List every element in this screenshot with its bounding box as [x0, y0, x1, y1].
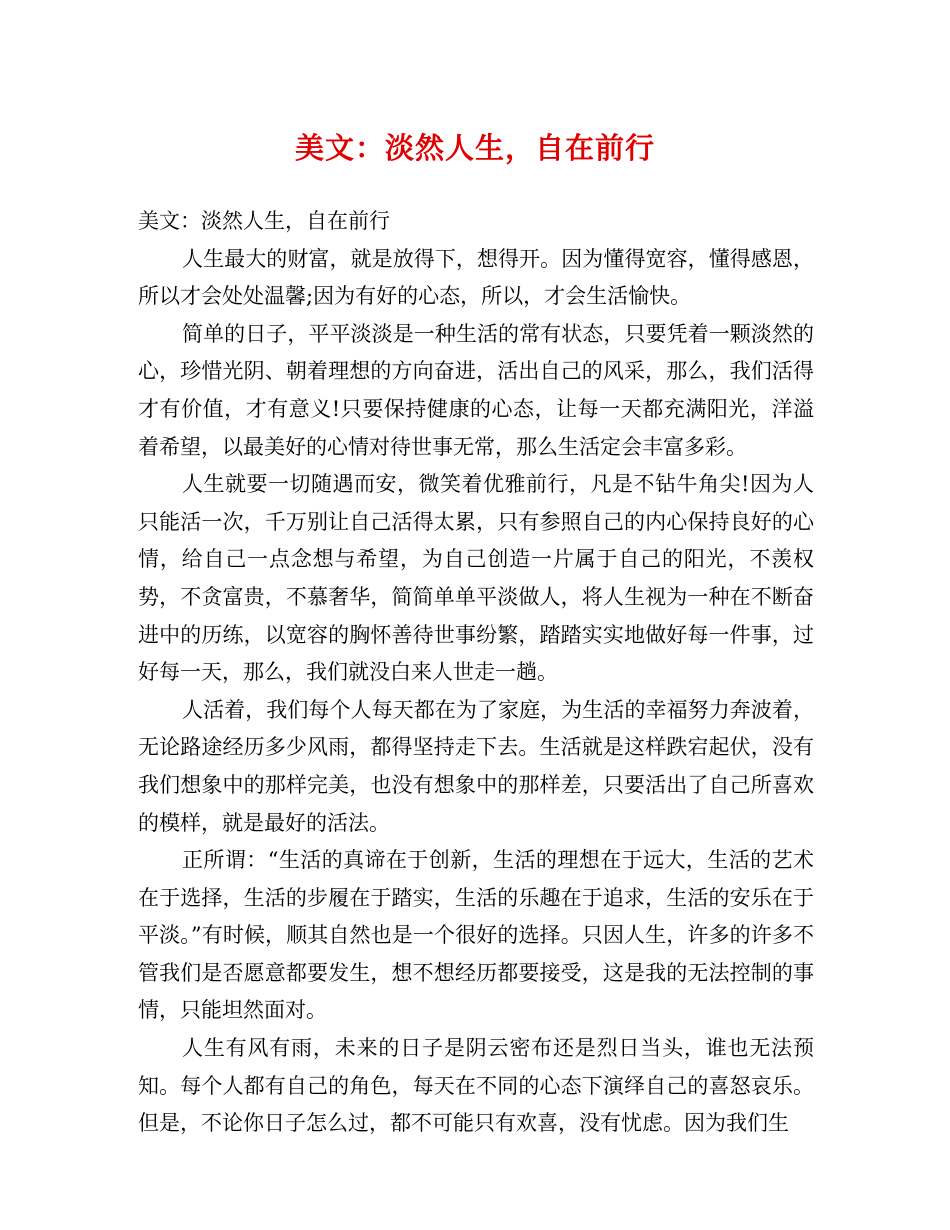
- document-body: [138, 203, 814, 1143]
- document-subtitle: 美文：淡然人生，自在前行: [138, 209, 390, 233]
- paragraph: 正所谓：“生活的真谛在于创新，生活的理想在于远大，生活的艺术在于选择，生活的步履在于踏实，生活的乐趣在于追求，生活的安乐在于平淡。”有时候，顺其自然也是一个很好的选择。只因人生，许多的许多不管我们是否愿意都要发生，想不想经历都要接受，这是我的无法控制的事情，只能坦然面对。: [138, 848, 814, 1023]
- paragraph: 人生就要一切随遇而安，微笑着优雅前行，凡是不钻牛角尖!因为人只能活一次，千万别让自己活得太累，只有参照自己的内心保持良好的心情，给自己一点念想与希望，为自己创造一片属于自己的阳光，不羡权势，不贪富贵，不慕奢华，简简单单平淡做人，将人生视为一种在不断奋进中的历练，以宽容的胸怀善待世事纷繁，踏踏实实地做好每一件事，过好每一天，那么，我们就没白来人世走一趟。: [138, 472, 814, 685]
- paragraph: 人生有风有雨，未来的日子是阴云密布还是烈日当头，谁也无法预知。每个人都有自己的角色，每天在不同的心态下演绎自己的喜怒哀乐。但是，不论你日子怎么过，都不可能只有欢喜，没有忧虑。因为我们生: [138, 1036, 814, 1136]
- paragraph: 简单的日子，平平淡淡是一种生活的常有状态，只要凭着一颗淡然的心，珍惜光阴、朝着理想的方向奋进，活出自己的风采，那么，我们活得才有价值，才有意义!只要保持健康的心态，让每一天都充满阳光，洋溢着希望，以最美好的心情对待世事无常，那么生活定会丰富多彩。: [138, 321, 814, 459]
- paragraph: 人活着，我们每个人每天都在为了家庭，为生活的幸福努力奔波着，无论路途经历多少风雨，都得坚持走下去。生活就是这样跌宕起伏，没有我们想象中的那样完美，也没有想象中的那样差，只要活出了自己所喜欢的模样，就是最好的活法。: [138, 697, 814, 835]
- document-title: 美文：淡然人生，自在前行: [294, 131, 655, 165]
- paragraph: 人生最大的财富，就是放得下，想得开。因为懂得宽容，懂得感恩，所以才会处处温馨;因为有好的心态，所以，才会生活愉快。: [138, 246, 814, 309]
